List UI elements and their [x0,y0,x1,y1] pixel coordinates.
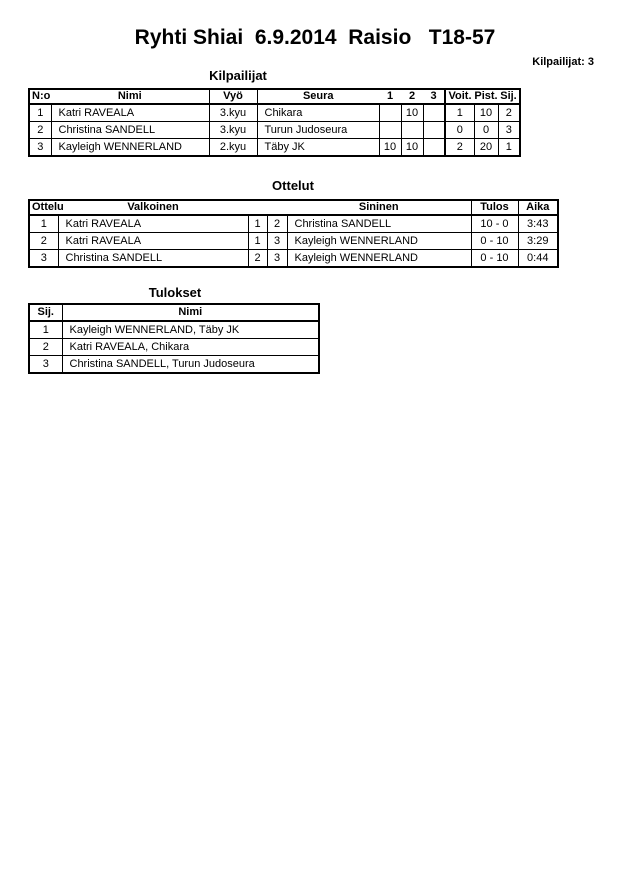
cell-sij: 1 [29,321,62,339]
cell-match-1 [379,122,401,139]
competitor-row [29,122,520,139]
cell-voit: 1 [445,104,474,122]
section-heading-tulokset: Tulokset [148,285,202,300]
header-seura: Seura [257,89,379,104]
header-aika: Aika [518,200,558,215]
cell-match-3 [423,122,445,139]
header-sininen: Sininen [287,200,471,215]
cell-sij: 2 [29,339,62,356]
section-heading-ottelut: Ottelut [272,178,314,193]
ottelut-table [28,199,559,268]
cell-vyo: 3.kyu [209,104,257,122]
cell-pist: 20 [474,139,498,157]
cell-seura: Chikara [257,104,379,122]
cell-aika: 3:29 [518,233,558,250]
cell-sininen: Christina SANDELL [287,215,471,233]
header-ottelu: Ottelu [29,200,58,215]
cell-white-no: 1 [248,215,267,233]
cell-valkoinen: Christina SANDELL [58,250,248,268]
cell-vyo: 3.kyu [209,122,257,139]
cell-ottelu: 2 [29,233,58,250]
cell-nimi: Christina SANDELL [51,122,209,139]
cell-no: 2 [29,122,51,139]
cell-voit: 2 [445,139,474,157]
cell-tulos: 10 - 0 [471,215,518,233]
cell-match-2 [401,122,423,139]
header-nimi: Nimi [51,89,209,104]
cell-match-2: 10 [401,104,423,122]
cell-aika: 3:43 [518,215,558,233]
header-spacer [267,200,287,215]
cell-pist: 0 [474,122,498,139]
cell-no: 1 [29,104,51,122]
section-heading-kilpailijat: Kilpailijat [209,68,267,83]
cell-sininen: Kayleigh WENNERLAND [287,250,471,268]
cell-match-1: 10 [379,139,401,157]
cell-sij: 1 [498,139,520,157]
cell-tulos: 0 - 10 [471,250,518,268]
match-row [29,250,558,268]
cell-seura: Turun Judoseura [257,122,379,139]
header-tulos: Tulos [471,200,518,215]
match-row [29,215,558,233]
cell-nimi: Kayleigh WENNERLAND, Täby JK [62,321,319,339]
cell-ottelu: 1 [29,215,58,233]
ottelut-header-row [29,200,558,215]
document-title: Ryhti Shiai 6.9.2014 Raisio T18-57 [134,26,496,49]
cell-nimi: Katri RAVEALA, Chikara [62,339,319,356]
header-match-2: 2 [401,89,423,104]
cell-sij: 2 [498,104,520,122]
cell-match-1 [379,104,401,122]
cell-sininen: Kayleigh WENNERLAND [287,233,471,250]
match-row [29,233,558,250]
header-pist: Pist. [474,90,498,102]
header-nimi: Nimi [62,304,319,321]
cell-nimi: Christina SANDELL, Turun Judoseura [62,356,319,374]
result-row [29,339,319,356]
cell-sij: 3 [29,356,62,374]
kilpailijat-header-row [29,89,520,104]
competitors-count-label: Kilpailijat: 3 [532,56,594,68]
header-vyo: Vyö [209,89,257,104]
result-row [29,356,319,374]
cell-blue-no: 2 [267,215,287,233]
cell-match-3 [423,104,445,122]
cell-nimi: Katri RAVEALA [51,104,209,122]
cell-valkoinen: Katri RAVEALA [58,233,248,250]
cell-white-no: 1 [248,233,267,250]
cell-white-no: 2 [248,250,267,268]
cell-sij: 3 [498,122,520,139]
cell-ottelu: 3 [29,250,58,268]
header-sij: Sij. [29,304,62,321]
cell-pist: 10 [474,104,498,122]
cell-vyo: 2.kyu [209,139,257,157]
header-sij: Sij. [498,89,520,104]
cell-no: 3 [29,139,51,157]
cell-blue-no: 3 [267,250,287,268]
header-voit: Voit. [445,89,474,104]
header-spacer [248,200,267,215]
header-no: N:o [29,89,51,104]
header-match-3: 3 [423,89,445,104]
kilpailijat-table [28,88,521,157]
cell-match-3 [423,139,445,157]
cell-tulos: 0 - 10 [471,233,518,250]
tulokset-header-row [29,304,319,321]
header-valkoinen: Valkoinen [58,200,248,215]
competitor-row [29,139,520,157]
cell-aika: 0:44 [518,250,558,268]
cell-voit: 0 [445,122,474,139]
cell-match-2: 10 [401,139,423,157]
cell-valkoinen: Katri RAVEALA [58,215,248,233]
cell-blue-no: 3 [267,233,287,250]
header-match-1: 1 [379,89,401,104]
cell-seura: Täby JK [257,139,379,157]
competitor-row [29,104,520,122]
cell-nimi: Kayleigh WENNERLAND [51,139,209,157]
tulokset-table [28,303,320,374]
result-row [29,321,319,339]
